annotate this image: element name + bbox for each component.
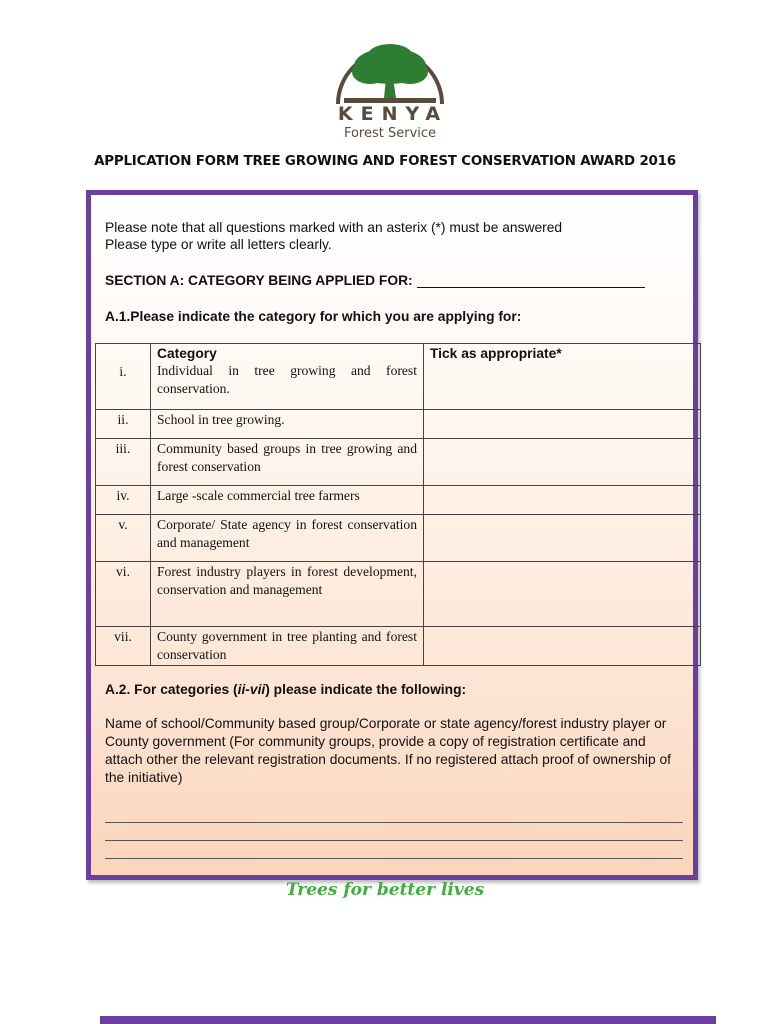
a2-heading: A.2. For categories (ii-vii) please indicate the following:: [105, 682, 467, 697]
table-row: [96, 562, 701, 627]
tick-cell[interactable]: [424, 627, 701, 666]
motto: Trees for better lives: [285, 880, 485, 900]
logo-subtitle: Forest Service: [343, 126, 437, 141]
table-row: [96, 439, 701, 486]
instructions: [105, 219, 562, 253]
tick-cell[interactable]: [424, 562, 701, 627]
tick-cell[interactable]: [424, 344, 701, 410]
category-cell: Forest industry players in forest development, conservation and management: [151, 562, 424, 627]
category-cell: Corporate/ State agency in forest conservation and management: [151, 515, 424, 562]
a1-heading: A.1.Please indicate the category for which you are applying for:: [105, 309, 522, 324]
tick-cell[interactable]: [424, 439, 701, 486]
header-tick: Tick as appropriate*: [430, 346, 562, 361]
answer-line[interactable]: [105, 805, 683, 823]
tick-cell[interactable]: [424, 410, 701, 439]
instruction-line-1: Please note that all questions marked with an asterix (*) must be answered: [105, 220, 563, 235]
header-category: Category: [157, 346, 217, 361]
bottom-bar: [100, 1016, 716, 1024]
table-row: [96, 515, 701, 562]
answer-line[interactable]: [105, 823, 683, 841]
logo-word: KENYA: [337, 103, 449, 125]
a2-range: ii-vii: [237, 682, 266, 697]
a2-instructions: Name of school/Community based group/Corporate or state agency/forest industry player or County government (For community groups, provide a copy of registration certificate and attach other the relevant registration documents. If no registered attach proof of ownership of the initiative): [105, 716, 671, 785]
row-number: iii.: [96, 439, 151, 486]
answer-lines[interactable]: [105, 805, 683, 859]
category-table: [95, 343, 701, 666]
category-cell: School in tree growing.: [151, 410, 424, 439]
instruction-line-2: Please type or write all letters clearly.: [105, 237, 332, 252]
form-frame: [86, 190, 698, 880]
row-number: v.: [96, 515, 151, 562]
table-row: [96, 486, 701, 515]
category-cell: Community based groups in tree growing and forest conservation: [151, 439, 424, 486]
category-cell: County government in tree planting and forest conservation: [151, 627, 424, 666]
table-row: [96, 344, 701, 410]
section-a-title: SECTION A: CATEGORY BEING APPLIED FOR:: [105, 273, 413, 288]
row-number: iv.: [96, 486, 151, 515]
table-row: [96, 410, 701, 439]
section-a-heading: [105, 273, 645, 288]
section-a-answer-line[interactable]: [417, 273, 645, 288]
row-number: vi.: [96, 562, 151, 627]
row-number: ii.: [96, 410, 151, 439]
row-number: vii.: [96, 627, 151, 666]
row-number: i.: [96, 344, 151, 410]
category-cell: Large -scale commercial tree farmers: [151, 486, 424, 515]
form-title: APPLICATION FORM TREE GROWING AND FOREST CONSERVATION AWARD 2016: [94, 154, 676, 169]
tick-cell[interactable]: [424, 515, 701, 562]
tree-emblem-icon: [330, 22, 450, 112]
answer-line[interactable]: [105, 841, 683, 859]
category-cell: Category Individual in tree growing and forest conservation.: [151, 344, 424, 410]
tick-cell[interactable]: [424, 486, 701, 515]
table-row: [96, 627, 701, 666]
